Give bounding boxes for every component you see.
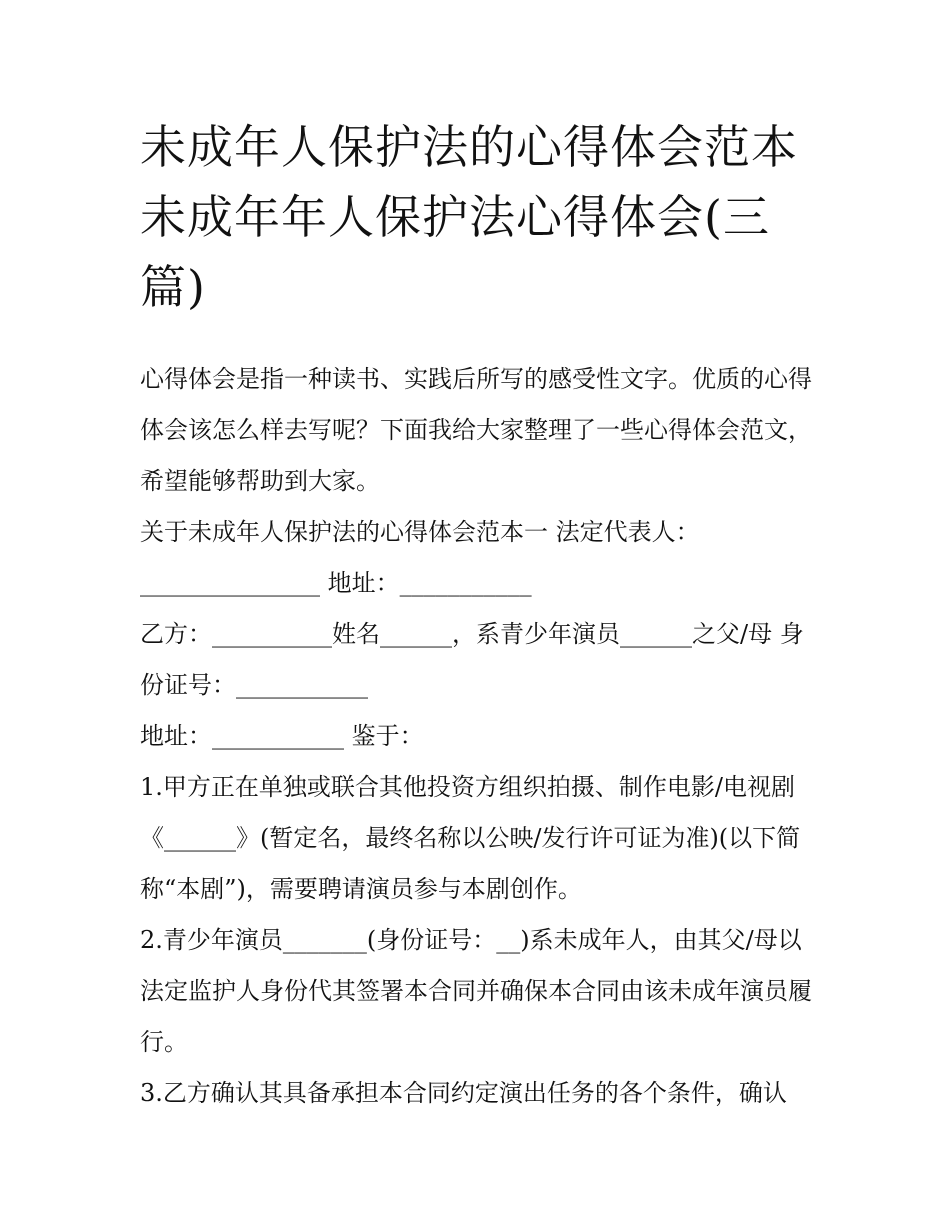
document-body [140, 354, 820, 1119]
clause-2-paragraph: 2.青少年演员_______(身份证号：__)系未成年人，由其父/母以法定监护人身份代其签署本合同并确保本合同由该未成年演员履行。 [140, 926, 812, 1056]
clause-3-paragraph: 3.乙方确认其具备承担本合同约定演出任务的各个条件，确认 [140, 1079, 787, 1107]
document-title: 未成年人保护法的心得体会范本 未成年年人保护法心得体会(三篇) [140, 120, 798, 314]
clause-1-paragraph: 1.甲方正在单独或联合其他投资方组织拍摄、制作电影/电视剧《______》(暂定名，最终名称以公映/发行许可证为准)(以下简称“本剧”)，需要聘请演员参与本剧创作。 [140, 773, 801, 903]
intro-paragraph: 心得体会是指一种读书、实践后所写的感受性文字。优质的心得体会该怎么样去写呢？下面我给大家整理了一些心得体会范文，希望能够帮助到大家。 [140, 365, 812, 495]
party-b-paragraph: 乙方：__________姓名______，系青少年演员______之父/母 身份证号：___________ [140, 620, 804, 699]
address-whereas-paragraph: 地址：___________ 鉴于： [140, 722, 424, 750]
section-heading-paragraph: 关于未成年人保护法的心得体会范本一 法定代表人： [140, 518, 700, 546]
address-line-paragraph: _______________ 地址：___________ [140, 569, 532, 597]
